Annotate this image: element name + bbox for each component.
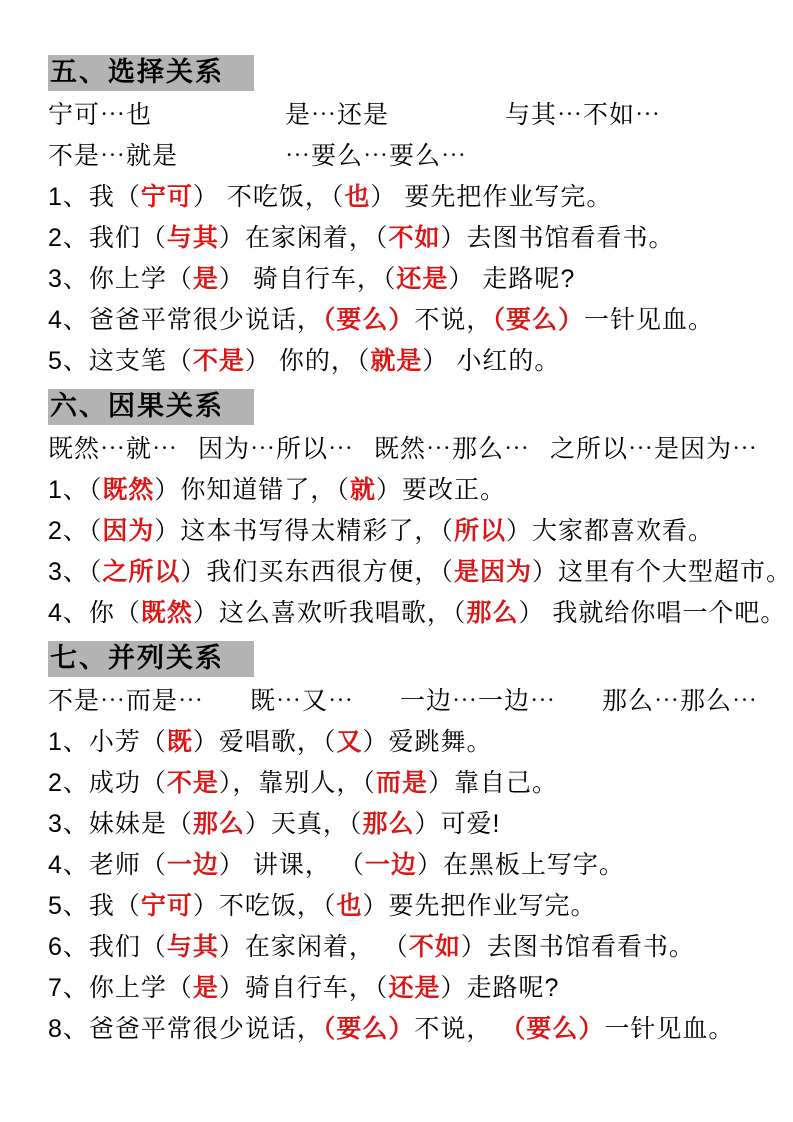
sentence-text: ） 走路呢? xyxy=(448,265,576,293)
sentence-text: 5、这支笔（ xyxy=(48,347,193,375)
sentence-text: ）要改正。 xyxy=(375,476,506,504)
conjunction-highlight: 还是 xyxy=(396,265,449,293)
sentence-text: ）爱跳舞。 xyxy=(362,728,493,756)
sentence-text: ）靠自己。 xyxy=(427,769,558,797)
pattern-item: 与其⋯不如⋯ xyxy=(505,101,662,129)
conjunction-highlight: 也 xyxy=(344,183,371,211)
section-title: 六、因果关系 xyxy=(48,389,254,425)
sentence-text: 5、我（ xyxy=(48,892,141,920)
sentence-text: 3、你上学（ xyxy=(48,265,193,293)
conjunction-highlight: 宁可 xyxy=(140,183,193,211)
pattern-item: 是⋯还是 xyxy=(285,101,390,129)
conjunction-highlight: 之所以 xyxy=(102,558,181,586)
conjunction-highlight: 与其 xyxy=(166,933,219,961)
sentence-text: ）骑自行车，（ xyxy=(218,974,389,1002)
pattern-row xyxy=(48,143,745,170)
sentence-text: ） 我就给你唱一个吧。 xyxy=(518,599,787,627)
example-sentence xyxy=(48,477,745,504)
sentence-text: 一针见血。 xyxy=(604,1015,735,1043)
sentence-text: ）不吃饭，（ xyxy=(192,892,337,920)
section-title-row xyxy=(48,55,745,91)
example-sentence xyxy=(48,1016,745,1043)
pattern-item: 既⋯又⋯ xyxy=(250,687,355,715)
example-sentence xyxy=(48,266,745,293)
sentence-text: ）在黑板上写字。 xyxy=(416,851,625,879)
section-cause-effect-relation xyxy=(48,389,792,627)
sentence-text: ）要先把作业写完。 xyxy=(362,892,597,920)
example-sentence xyxy=(48,184,745,211)
conjunction-highlight: （要么） xyxy=(500,1015,605,1043)
sentence-text: ）去图书馆看看书。 xyxy=(440,224,675,252)
conjunction-highlight: 又 xyxy=(336,728,363,756)
sentence-text: 4、你（ xyxy=(48,599,141,627)
sentence-text: 4、爸爸平常很少说话， xyxy=(48,306,323,334)
sentence-text: 1、小芳（ xyxy=(48,728,167,756)
sentence-text: ）你知道错了，（ xyxy=(154,476,350,504)
conjunction-highlight: 不如 xyxy=(408,933,461,961)
sentence-text: 一针见血。 xyxy=(583,306,714,334)
sentence-text: ）在家闲着，（ xyxy=(218,224,389,252)
example-sentence xyxy=(48,811,745,838)
conjunction-highlight: 那么 xyxy=(362,810,415,838)
example-sentence xyxy=(48,893,745,920)
sentence-text: ）爱唱歌，（ xyxy=(192,728,337,756)
sentence-text: ），靠别人，（ xyxy=(218,769,376,797)
example-sentence xyxy=(48,852,745,879)
pattern-item: 宁可⋯也 xyxy=(48,101,153,129)
sentence-text: ）走路呢? xyxy=(440,974,560,1002)
conjunction-highlight: 宁可 xyxy=(140,892,193,920)
conjunction-highlight: 不是 xyxy=(192,347,245,375)
sentence-text: 2、成功（ xyxy=(48,769,167,797)
sentence-text: 3、妹妹是（ xyxy=(48,810,193,838)
conjunction-highlight: 不是 xyxy=(166,769,219,797)
pattern-item: 不是⋯而是⋯ xyxy=(48,687,205,715)
pattern-row xyxy=(48,687,759,715)
sentence-text: 不说， xyxy=(414,306,493,334)
sentence-text: ）这里有个大型超市。 xyxy=(531,558,792,586)
example-sentence xyxy=(48,599,787,627)
example-sentence xyxy=(48,348,745,375)
conjunction-highlight: 既然 xyxy=(140,599,193,627)
pattern-item: 一边⋯一边⋯ xyxy=(400,687,557,715)
conjunction-highlight: 一边 xyxy=(166,851,219,879)
conjunction-highlight: 一边 xyxy=(364,851,417,879)
sentence-text: ）可爱! xyxy=(414,810,501,838)
sentence-text: ） 小红的。 xyxy=(422,347,561,375)
pattern-item: ⋯要么⋯要么⋯ xyxy=(285,142,468,170)
section-title: 七、并列关系 xyxy=(48,641,254,677)
pattern-item: 既然⋯就⋯ xyxy=(48,435,179,463)
conjunction-highlight: 是 xyxy=(192,974,219,1002)
conjunction-highlight: 既然 xyxy=(102,476,155,504)
section-title: 五、选择关系 xyxy=(48,55,254,91)
conjunction-highlight: 那么 xyxy=(466,599,519,627)
conjunction-highlight: 就 xyxy=(349,476,376,504)
sentence-text: 3、（ xyxy=(48,558,103,586)
example-sentence xyxy=(48,934,745,961)
sentence-text: ） 要先把作业写完。 xyxy=(370,183,613,211)
pattern-item: 之所以⋯是因为⋯ xyxy=(550,435,759,463)
example-sentence xyxy=(48,729,745,756)
conjunction-highlight: 就是 xyxy=(370,347,423,375)
pattern-item: 因为⋯所以⋯ xyxy=(198,435,355,463)
pattern-item: 那么⋯那么⋯ xyxy=(602,687,759,715)
sentence-text: 8、爸爸平常很少说话， xyxy=(48,1015,323,1043)
conjunction-highlight: 是 xyxy=(192,265,219,293)
sentence-text: 2、我们（ xyxy=(48,224,167,252)
conjunction-highlight: 那么 xyxy=(192,810,245,838)
sentence-text: ） 你的，（ xyxy=(244,347,371,375)
sentence-text: ）天真，（ xyxy=(244,810,363,838)
sentence-text: ）在家闲着， （ xyxy=(218,933,409,961)
conjunction-highlight: 不如 xyxy=(388,224,441,252)
section-title-row xyxy=(48,641,745,677)
sentence-text: ） 讲课， （ xyxy=(218,851,365,879)
section-parallel-relation xyxy=(48,641,759,1043)
sentence-text: 1、我（ xyxy=(48,183,141,211)
example-sentence xyxy=(48,225,745,252)
example-sentence xyxy=(48,770,745,797)
sentence-text: ） 不吃饭，（ xyxy=(192,183,345,211)
section-title-row xyxy=(48,389,745,425)
sentence-text: 4、老师（ xyxy=(48,851,167,879)
sentence-text: ）大家都喜欢看。 xyxy=(505,517,714,545)
pattern-row xyxy=(48,435,759,463)
sentence-text: 不说， xyxy=(414,1015,501,1043)
pattern-row xyxy=(48,102,745,129)
conjunction-highlight: （要么） xyxy=(322,306,415,334)
conjunction-highlight: （要么） xyxy=(322,1015,415,1043)
conjunction-highlight: 既 xyxy=(166,728,193,756)
example-sentence xyxy=(48,558,792,586)
conjunction-highlight: 因为 xyxy=(102,517,155,545)
conjunction-highlight: 是因为 xyxy=(453,558,532,586)
sentence-text: ）这本书写得太精彩了，（ xyxy=(154,517,454,545)
conjunction-highlight: 而是 xyxy=(375,769,428,797)
sentence-text: ）去图书馆看看书。 xyxy=(460,933,695,961)
pattern-item: 不是⋯就是 xyxy=(48,142,179,170)
conjunction-highlight: 所以 xyxy=(453,517,506,545)
sentence-text: ）这么喜欢听我唱歌，（ xyxy=(192,599,467,627)
sentence-text: 2、（ xyxy=(48,517,103,545)
pattern-item: 既然⋯那么⋯ xyxy=(374,435,531,463)
conjunction-highlight: 还是 xyxy=(388,974,441,1002)
example-sentence xyxy=(48,518,745,545)
section-choice-relation xyxy=(48,55,745,375)
sentence-text: 6、我们（ xyxy=(48,933,167,961)
conjunction-highlight: 也 xyxy=(336,892,363,920)
sentence-text: ） 骑自行车，（ xyxy=(218,265,397,293)
sentence-text: ）我们买东西很方便，（ xyxy=(180,558,454,586)
sentence-text: 7、你上学（ xyxy=(48,974,193,1002)
conjunction-highlight: 与其 xyxy=(166,224,219,252)
example-sentence xyxy=(48,975,745,1002)
conjunction-highlight: （要么） xyxy=(492,306,584,334)
sentence-text: 1、（ xyxy=(48,476,103,504)
example-sentence xyxy=(48,307,745,334)
